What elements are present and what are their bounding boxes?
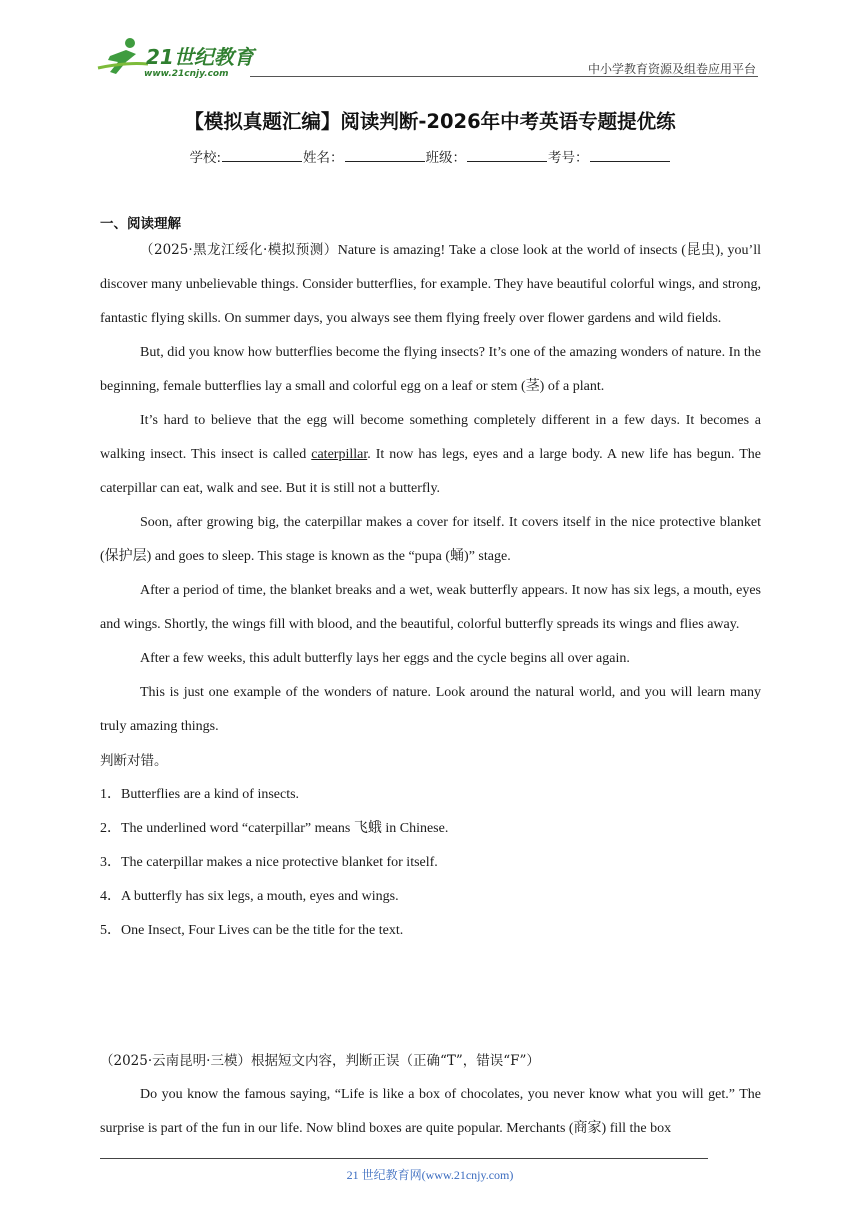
school-blank[interactable] [222, 148, 302, 162]
passage1-paragraph-3 [100, 404, 761, 506]
name-blank[interactable] [345, 148, 425, 162]
passage1-paragraph-2: But, did you know how butterflies become the flying insects? It’s one of the amazing wonders of nature. In the beginning, female butterflies lay a small and colorful egg on a leaf or stem (茎) of a plant. [100, 345, 761, 394]
passage1-paragraph-5: After a period of time, the blanket breaks and a wet, weak butterfly appears. It now has six legs, a mouth, eyes and wings. Shortly, the wings fill with blood, and the beautiful, colorful butterfly spreads its wings and flies away. [100, 583, 761, 632]
document-title: 【模拟真题汇编】阅读判断-2026年中考英语专题提优练 [184, 110, 676, 133]
header-rule [250, 76, 758, 77]
passage1-source: （2025·黑龙江绥化·模拟预测） [140, 242, 338, 258]
passage1-paragraph-1 [100, 233, 761, 336]
passage1-p1-text: Nature is amazing! Take a close look at the world of insects (昆虫), you’ll discover many unbelievable things. Consider butterflies, for example. They have beautiful colorful wings, and strong, fantastic flying skills. On summer days, you always see them flying freely over flower gardens and wild fields. [100, 243, 761, 326]
svg-text:www.21cnjy.com: www.21cnjy.com [144, 69, 229, 78]
underlined-word: caterpillar [311, 447, 368, 462]
section-heading: 一、阅读理解 [100, 216, 181, 232]
svg-text:21世纪教育: 21世纪教育 [146, 45, 254, 69]
question-1: 1．Butterflies are a kind of insects. [100, 787, 300, 802]
student-info-fields [0, 146, 860, 166]
passage1-paragraph-4: Soon, after growing big, the caterpillar makes a cover for itself. It covers itself in the nice protective blanket (保护层) and goes to sleep. This stage is known as the “pupa (蛹)” stage. [100, 515, 761, 564]
footer-rule [100, 1158, 708, 1159]
platform-label: 中小学教育资源及组卷应用平台 [587, 62, 756, 76]
name-label: 姓名： [303, 150, 344, 166]
passage2-source: （2025·云南昆明·三模）根据短文内容，判断正误（正确“T”，错误“F”） [100, 1053, 540, 1069]
passage1-paragraph-7: This is just one example of the wonders of nature. Look around the natural world, and you will learn many truly amazing things. [100, 685, 761, 734]
exam-no-label: 考号： [548, 150, 589, 166]
instruction: 判断对错。 [100, 753, 168, 769]
passage2-paragraph-1: Do you know the famous saying, “Life is like a box of chocolates, you never know what you will get.” The surprise is part of the fun in our life. Now blind boxes are quite popular. Merchants (商家) fill the box [100, 1087, 761, 1136]
exam-no-blank[interactable] [590, 148, 670, 162]
question-4: 4．A butterfly has six legs, a mouth, eyes and wings. [100, 889, 399, 904]
page-header [96, 34, 758, 78]
class-blank[interactable] [467, 148, 547, 162]
class-label: 班级： [425, 150, 467, 166]
passage1-paragraph-6: After a few weeks, this adult butterfly lays her eggs and the cycle begins all over again. [140, 651, 630, 666]
p3-text-b: . It now has legs, eyes and a large body. A new life has begun. The caterpillar can eat, walk and see. But it is still not a butterfly. [100, 447, 761, 496]
question-5: 5．One Insect, Four Lives can be the title for the text. [100, 923, 404, 938]
passage-1 [100, 233, 761, 948]
passage-2 [100, 1044, 761, 1146]
footer-link[interactable]: 21 世纪教育网(www.21cnjy.com) [346, 1168, 514, 1182]
site-logo [96, 34, 266, 78]
school-label: 学校: [189, 150, 222, 166]
question-3: 3．The caterpillar makes a nice protective blanket for itself. [100, 855, 438, 870]
question-2: 2．The underlined word “caterpillar” means 飞蛾 in Chinese. [100, 821, 449, 836]
p3-text-a: It’s hard to believe that the egg will become something completely different in a few days. It becomes a walking insect. This insect is called [100, 413, 761, 462]
